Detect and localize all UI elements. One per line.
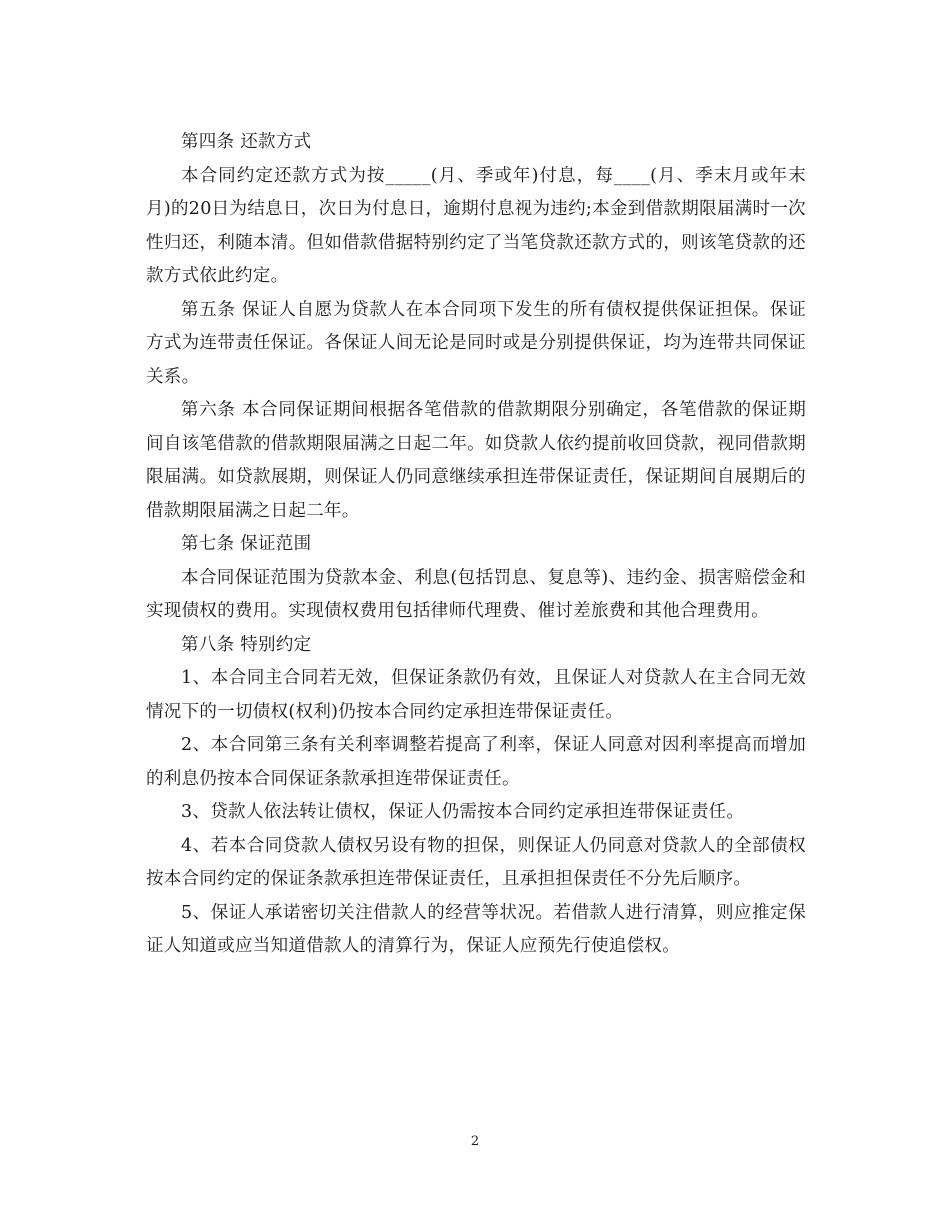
article-8-clause-1: 1、本合同主合同若无效，但保证条款仍有效，且保证人对贷款人在主合同无效情况下的一切债权(权利)仍按本合同约定承担连带保证责任。 bbox=[146, 668, 806, 722]
article-6-body: 第六条 本合同保证期间根据各笔借款的借款期限分别确定，各笔借款的保证期间自该笔借款的借款期限届满之日起二年。如贷款人依约提前收回贷款，视同借款期限届满。如贷款展期，则保证人仍同意继续承担连带保证责任，保证期间自展期后的借款期限届满之日起二年。 bbox=[146, 400, 806, 521]
article-8-clause-2: 2、本合同第三条有关利率调整若提高了利率，保证人同意对因利率提高而增加的利息仍按本合同保证条款承担连带保证责任。 bbox=[146, 735, 806, 789]
document-body bbox=[146, 126, 806, 964]
article-8-heading: 第八条 特别约定 bbox=[181, 634, 312, 655]
article-5-body: 第五条 保证人自愿为贷款人在本合同项下发生的所有债权提供保证担保。保证方式为连带责任保证。各保证人间无论是同时或是分别提供保证，均为连带共同保证关系。 bbox=[146, 299, 806, 387]
article-8-clause-3: 3、贷款人依法转让债权，保证人仍需按本合同约定承担连带保证责任。 bbox=[181, 802, 745, 822]
article-7-heading: 第七条 保证范围 bbox=[181, 534, 312, 554]
article-7-body: 本合同保证范围为贷款本金、利息(包括罚息、复息等)、违约金、损害赔偿金和实现债权的费用。实现债权费用包括律师代理费、催讨差旅费和其他合理费用。 bbox=[146, 567, 806, 621]
article-4-heading: 第四条 还款方式 bbox=[181, 132, 312, 152]
article-4-body: 本合同约定还款方式为按_____(月、季或年)付息，每____(月、季末月或年末月)的20日为结息日，次日为付息日，逾期付息视为违约;本金到借款期限届满时一次性归还，利随本清。但如借款借据特别约定了当笔贷款还款方式的，则该笔贷款的还款方式依此约定。 bbox=[146, 165, 806, 286]
article-8-clause-5: 5、保证人承诺密切关注借款人的经营等状况。若借款人进行清算，则应推定保证人知道或应当知道借款人的清算行为，保证人应预先行使追偿权。 bbox=[146, 902, 806, 956]
article-8-clause-4: 4、若本合同贷款人债权另设有物的担保，则保证人仍同意对贷款人的全部债权按本合同约定的保证条款承担连带保证责任，且承担担保责任不分先后顺序。 bbox=[146, 835, 806, 889]
page-number: 2 bbox=[470, 1134, 480, 1149]
